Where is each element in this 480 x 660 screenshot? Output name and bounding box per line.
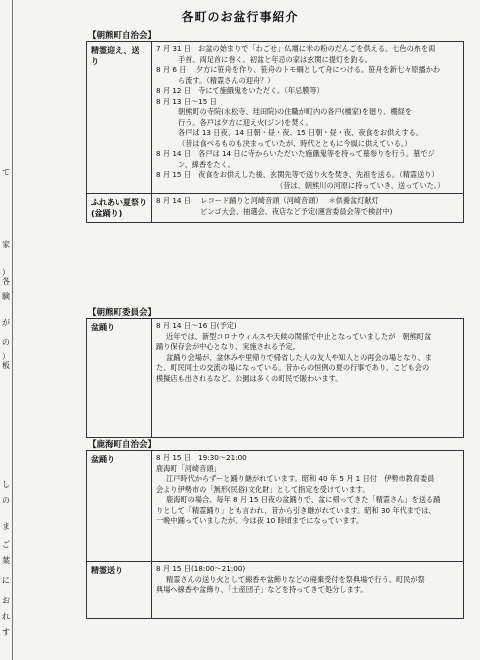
- page-title: 各町のお盆行事紹介: [181, 10, 299, 24]
- content-line: 会より伊勢市の「無形(民俗)文化財」として指定を受けています。: [156, 484, 370, 494]
- edge-char: れ: [2, 612, 10, 621]
- table-row: [87, 194, 464, 223]
- edge-char: が: [2, 318, 10, 327]
- section-table-asama-jichikai: [86, 41, 464, 223]
- edge-char: し: [2, 480, 10, 489]
- content-line: 7 月 31 日 お盆の始まりで「わごせ」仏壇に米の粉のだんごを供える。七色の糸を両: [156, 44, 436, 53]
- edge-char: ）各: [2, 268, 10, 286]
- edge-char: す: [2, 628, 10, 637]
- section-table-kanomi-jichikai: [86, 450, 464, 619]
- edge-char: に: [2, 576, 10, 585]
- content-line: 各戸は 13 日夜、14 日朝・昼・夜、15 日朝・昼・夜、夜食をお供えする。: [178, 128, 424, 137]
- row-label: 盆踊り: [87, 451, 152, 562]
- table-row: [87, 562, 464, 619]
- content-line: 模擬店も出されるなど、公園は多くの町民で賑わいます。: [156, 373, 343, 383]
- content-line: 8 月 14 日 レコード踊りと河崎音頭（河崎音頭） ＊供養盆灯献灯: [156, 196, 379, 205]
- content-line: 8 月 15 日 19:30～21:00: [156, 453, 247, 462]
- row-label: 盆踊り: [87, 319, 152, 438]
- row-content: [152, 451, 464, 562]
- content-line: 朝熊町の寺院(永松寺、珪田院)の住職が町内の各戸(檀家)を廻り、棚経を: [178, 107, 413, 116]
- edge-char: の: [2, 338, 10, 347]
- section-header-asama-jichikai: 【朝熊町自治会】: [88, 31, 157, 41]
- content-line: 8 月 14 日 各戸は 14 日に寺からいただいた施餓鬼等を持って墓参りを行う。墓でジ: [156, 149, 435, 158]
- content-line: ビンゴ大会、抽選会、夜店など予定(運営委員会等で検討中): [200, 206, 393, 216]
- table-row: [87, 319, 464, 438]
- row-label: ふれあい夏祭り(盆踊り): [87, 194, 152, 223]
- row-content: [152, 319, 464, 438]
- content-line: 8 月 15 日 夜食をお供えした後、玄関先等で送り火を焚き、先祖を送る。（精霊送り）: [156, 170, 439, 179]
- section-header-kanomi-jichikai: 【鹿海町自治会】: [88, 440, 157, 450]
- content-line: 8 月 6 日 夕方に笹舟を作り、笹舟のトモ綱として舟につける。笹舟を新七々原播かわ: [156, 65, 441, 74]
- content-line: 手首、両足首に巻く。初盆と年忌の家は玄関に提灯を釣る。: [178, 54, 372, 64]
- row-content: [152, 194, 464, 223]
- edge-char: 葉: [2, 556, 10, 565]
- content-line: （昔は、朝熊川の河原に持っていき、送っていた。）: [276, 180, 445, 190]
- content-line: 踊り保存会が中心となり、実施される予定。: [156, 342, 300, 351]
- row-content: [152, 42, 464, 194]
- edge-char: ご: [2, 540, 10, 549]
- table-row: [87, 42, 464, 194]
- content-line: 鹿海町の場合、毎年 8 月 15 日夜の盆踊りで、盆に帰ってきた「精霊さん」を送る踊: [166, 495, 441, 504]
- edge-char: ま: [2, 522, 10, 531]
- content-line: 近年では、新型コロナウィルスや天候の関係で中止となっていましたが 朝熊町盆: [166, 331, 432, 341]
- content-line: 8 月 15 日(18:00～21:00): [156, 564, 246, 573]
- left-margin-fragments: [0, 0, 13, 660]
- row-label: 精霊送り: [87, 562, 152, 619]
- content-line: ン、線香をたく。: [178, 159, 235, 169]
- content-line: 8 月 14 日～16 日(予定): [156, 321, 237, 330]
- table-row: [87, 451, 464, 562]
- content-line: 盆踊り会場が、盆休みや里帰りで帰省した人の友人や知人との再会の場となり、ま: [166, 352, 432, 362]
- content-line: 8 月 12 日 寺にて施餓鬼をいただく。（年忌膜等）: [156, 86, 324, 95]
- edge-char: て: [2, 168, 10, 177]
- row-content: [152, 562, 464, 619]
- edge-char: の: [2, 496, 10, 505]
- edge-char: 験: [2, 292, 10, 301]
- content-line: （昔は食べるものも決まっていたが、時代とともに今風に供えている。）: [178, 138, 412, 148]
- content-line: ら流す。（精霊さんの迎舟？）: [178, 75, 275, 85]
- content-line: 行う。各戸は夕方に迎え火(ジン)を焚く。: [178, 117, 313, 127]
- content-line: 一晩中踊っていましたが、今は夜 10 時頃までになっています。: [156, 516, 364, 525]
- content-line: りとして「精霊踊り」とも言われ、昔から引き継がれています。昭和 30 年代までは、: [156, 505, 436, 515]
- section-table-asama-iinkai: [86, 318, 464, 438]
- content-line: た、町民同士の交流の場になっている。昔からの恒例の夏の行事であり、こども会の: [156, 363, 430, 372]
- content-line: 8 月 13 日～15 日: [156, 96, 217, 106]
- section-header-asama-iinkai: 【朝熊町委員会】: [88, 308, 157, 318]
- edge-char: ）板: [2, 352, 10, 370]
- edge-char: お: [2, 596, 10, 605]
- content-line: 江戸時代からずーと踊り継がれています。昭和 40 年 5 月 1 日付 伊勢市教育委員: [166, 474, 435, 483]
- content-line: 精霊さんの送り火として線香や盆飾りなどの廃棄受付を祭典場で行う。町民が祭: [166, 574, 425, 584]
- content-line: 典場へ線香や盆飾り、「土産団子」などを持ってきて処分します。: [156, 585, 368, 594]
- content-line: 鹿海町「河崎音頭」: [156, 463, 221, 473]
- edge-char: 家: [2, 240, 10, 249]
- row-label: 精霊迎え、送り: [87, 42, 152, 194]
